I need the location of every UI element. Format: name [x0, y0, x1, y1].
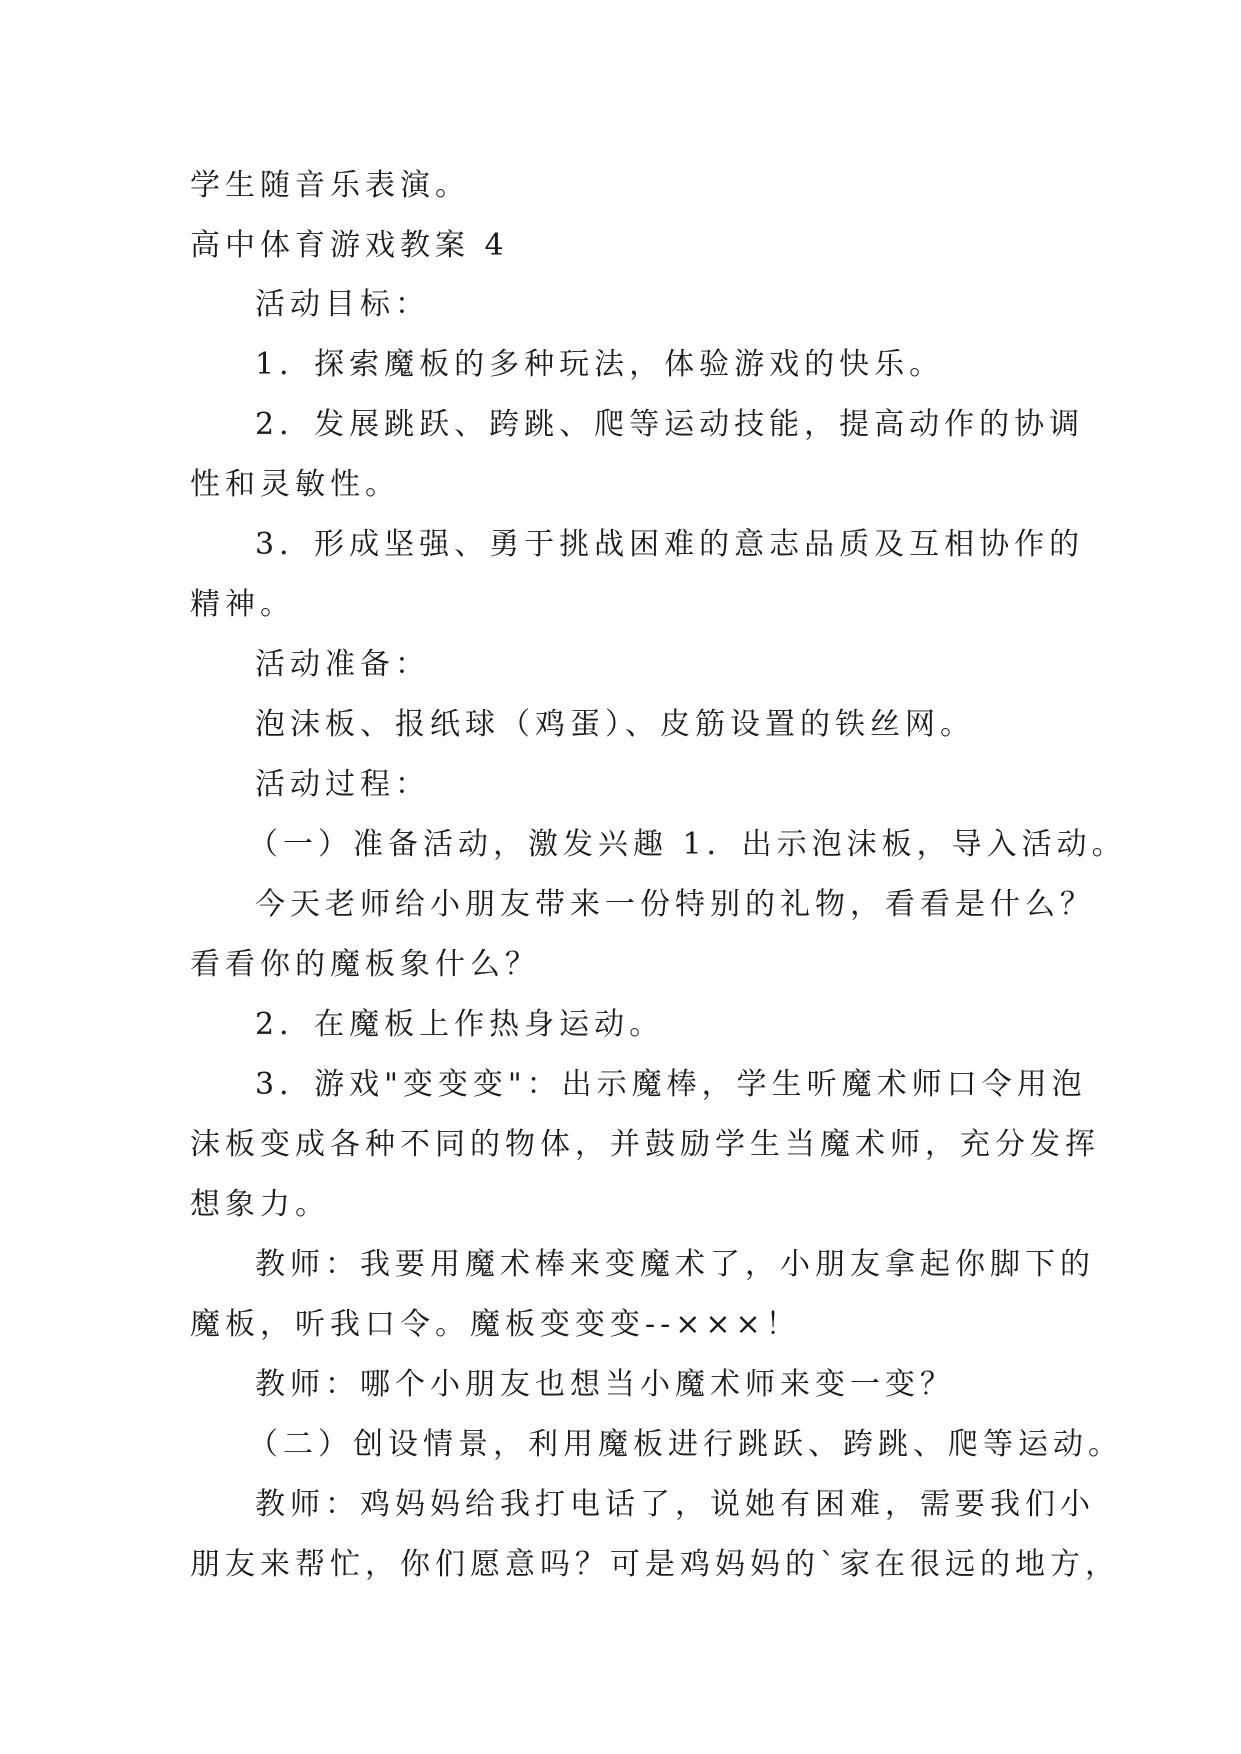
- paragraph-line: 朋友来帮忙，你们愿意吗？可是鸡妈妈的`家在很远的地方，: [190, 1547, 1120, 1582]
- paragraph-line: 魔板，听我口令。魔板变变变--×××！: [190, 1307, 801, 1342]
- objective-item-1: 1．探索魔板的多种玩法，体验游戏的快乐。: [255, 347, 945, 382]
- process-step-1: （一）准备活动，激发兴趣 1．出示泡沫板，导入活动。: [248, 827, 1127, 862]
- paragraph-line: 教师：哪个小朋友也想当小魔术师来变一变？: [255, 1367, 955, 1402]
- subheading-process: 活动过程：: [255, 767, 430, 802]
- paragraph-line: 精神。: [190, 587, 295, 622]
- paragraph-line: 3．游戏"变变变"：出示魔棒，学生听魔术师口令用泡: [255, 1067, 1087, 1102]
- paragraph-line: 2．在魔板上作热身运动。: [255, 1007, 665, 1042]
- paragraph-line: 教师：鸡妈妈给我打电话了，说她有困难，需要我们小: [255, 1487, 1095, 1522]
- section-heading: 高中体育游戏教案 4: [190, 228, 509, 263]
- objective-item-3: 3．形成坚强、勇于挑战困难的意志品质及互相协作的: [255, 527, 1085, 562]
- paragraph-line: 学生随音乐表演。: [190, 168, 470, 203]
- process-step-2: （二）创设情景，利用魔板进行跳跃、跨跳、爬等运动。: [248, 1427, 1123, 1462]
- paragraph-line: 沫板变成各种不同的物体，并鼓励学生当魔术师，充分发挥: [190, 1127, 1100, 1162]
- paragraph-line: 性和灵敏性。: [190, 467, 400, 502]
- objective-item-2: 2．发展跳跃、跨跳、爬等运动技能，提高动作的协调: [255, 407, 1085, 442]
- subheading-preparation: 活动准备：: [255, 647, 430, 682]
- paragraph-line: 想象力。: [190, 1187, 330, 1222]
- paragraph-line: 今天老师给小朋友带来一份特别的礼物，看看是什么？: [255, 887, 1095, 922]
- paragraph-line: 泡沫板、报纸球（鸡蛋）、皮筋设置的铁丝网。: [255, 707, 975, 742]
- paragraph-line: 教师：我要用魔术棒来变魔术了，小朋友拿起你脚下的: [255, 1247, 1095, 1282]
- paragraph-line: 看看你的魔板象什么？: [190, 947, 540, 982]
- subheading-objectives: 活动目标：: [255, 287, 430, 322]
